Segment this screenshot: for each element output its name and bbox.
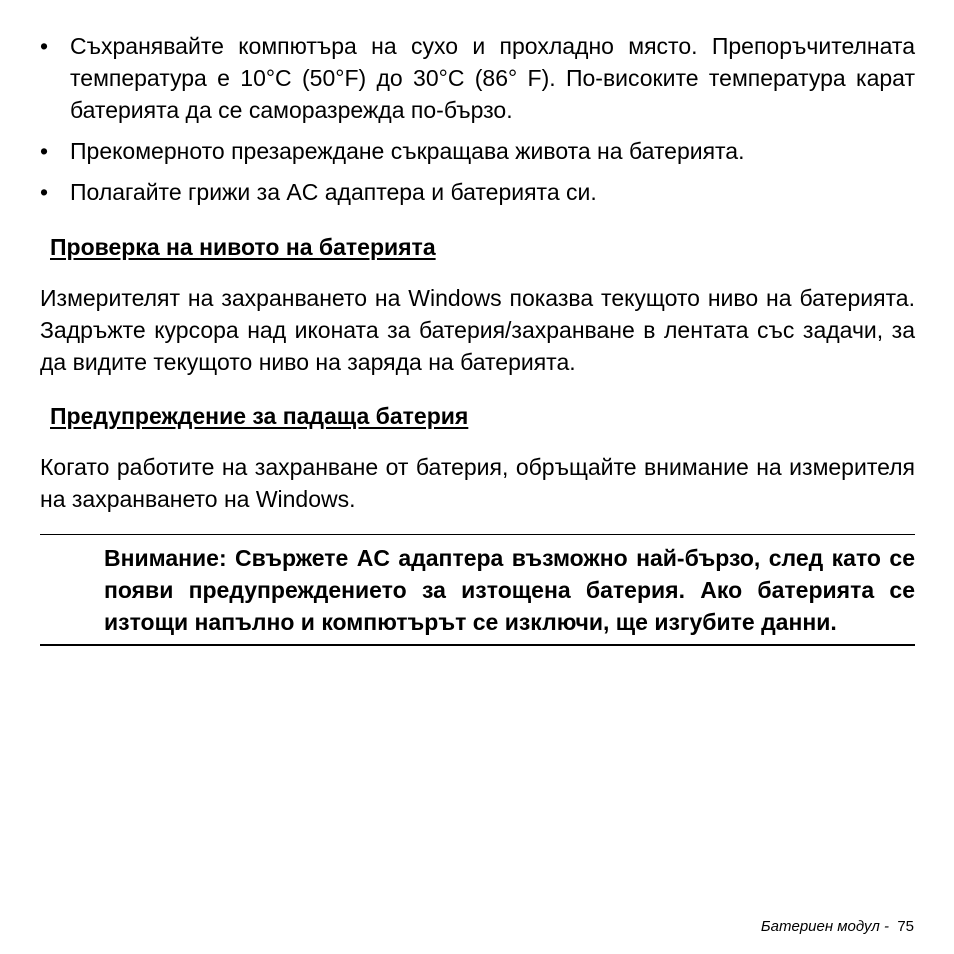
document-page: [40, 30, 915, 646]
page-number: 75: [897, 918, 914, 935]
section-heading-battery-level: Проверка на нивото на батерията: [50, 234, 436, 260]
list-item: [40, 135, 915, 167]
page-footer: [761, 918, 914, 935]
section-body-battery-level: Измерителят на захранването на Windows показва текущото ниво на батерията. Задръжте курсора над иконата за батерия/захранване в лентата със задачи, за да видите текущото ниво на заряда на батерията.: [40, 285, 915, 375]
bullet-marker: •: [40, 138, 49, 164]
caution-note: [40, 534, 915, 646]
list-item-text: Полагайте грижи за AC адаптера и батерията си.: [70, 179, 597, 205]
list-item-text: Прекомерното презареждане съкращава живота на батерията.: [70, 138, 745, 164]
bullet-marker: •: [40, 33, 49, 59]
list-item-text: Съхранявайте компютъра на сухо и прохладно място. Препоръчителната температура е 10°C (50°F) до 30°C (86° F). По-високите температура карат батерията да се саморазрежда по-бързо.: [70, 33, 915, 123]
list-item: [40, 176, 915, 208]
list-item: [40, 30, 915, 126]
bullet-marker: •: [40, 179, 49, 205]
footer-section-name: Батериен модул -: [760, 918, 898, 935]
section-body-low-battery-warning: Когато работите на захранване от батерия, обръщайте внимание на измерителя на захранването на Windows.: [40, 454, 915, 512]
section-heading-low-battery-warning: Предупреждение за падаща батерия: [50, 403, 469, 429]
battery-care-list: [40, 30, 915, 208]
caution-note-text: Внимание: Свържете AC адаптера възможно най-бързо, след като се появи предупреждението за изтощена батерия. Ако батерията се изтощи напълно и компютърът се изключи, ще изгубите данни.: [104, 545, 915, 635]
